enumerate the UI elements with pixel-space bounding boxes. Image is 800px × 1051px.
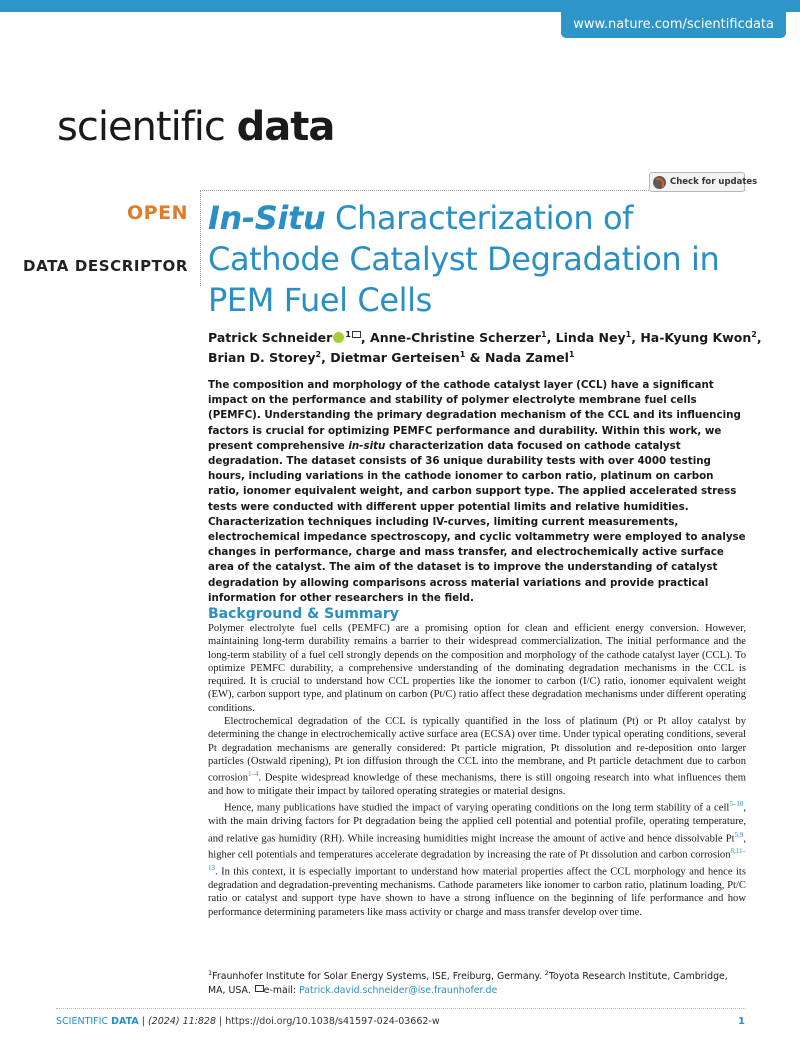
citation-ref[interactable]: 5–10 xyxy=(729,800,744,809)
mail-icon xyxy=(255,985,264,992)
footer-journal-bold: DATA xyxy=(111,1016,139,1027)
orcid-icon[interactable] xyxy=(333,332,344,343)
check-for-updates-label: Check for updates xyxy=(670,177,758,187)
paragraph-text: . In this context, it is especially important to understand how material properties affect the CCL morphology and hence its degradation and degradation-preventing mechanisms. Cathode parameters like ionomer to carbon ratio, platinum loading, Pt/C ratio or catalyst and support type have shown to have a strong influence on the beginning of life performance and how performance determining parameters like mass activity or charge and mass transfer develop over time. xyxy=(208,866,746,918)
paragraph-text: Electrochemical degradation of the CCL is typically quantified in the loss of platinum (Pt) or Pt alloy catalyst by determining the change in electrochemically active surface area (ECSA) over time. Under typical operating conditions, several Pt degradation mechanisms are generally considered: Pt particle migration, Pt dissolution and re-deposition onto larger particles (Ostwald ripening), Pt ion diffusion through the CCL into the membrane, and Pt particle detachment due to carbon corrosion xyxy=(208,716,746,784)
abstract-part1: The composition and morphology of the cathode catalyst layer (CCL) have a significant impact on the performance and stability of polymer electrolyte membrane fuel cells (PEMFC). Understanding the primary degradation mechanism of the CCL and its influencing factors is crucial for optimizing PEMFC performance and durability. Within this work, we present comprehensive xyxy=(208,379,741,452)
author-name[interactable]: Brian D. Storey xyxy=(208,350,316,365)
affiliation-text: Toyota Research Institute, Cambridge, MA, USA. xyxy=(208,971,728,997)
footer-rule xyxy=(56,1008,746,1009)
footer-journal-light: SCIENTIFIC xyxy=(56,1016,112,1027)
abstract xyxy=(208,378,748,606)
author-name[interactable]: Ha-Kyung Kwon xyxy=(640,330,752,345)
paragraph-text: . Despite widespread knowledge of these mechanisms, there is still ongoing research into what influences them and how to mitigate their impact by tailored operating strategies or material designs. xyxy=(208,772,746,798)
footer-journal-name xyxy=(56,1016,139,1027)
top-bar xyxy=(0,0,800,12)
article-title xyxy=(208,198,768,321)
check-for-updates-button[interactable] xyxy=(649,172,758,192)
body-text xyxy=(208,622,746,919)
journal-logo[interactable] xyxy=(57,104,334,150)
affiliation-text: Fraunhofer Institute for Solar Energy Systems, ISE, Freiburg, Germany. xyxy=(212,971,545,983)
paragraph-text: , higher cell potentials and temperatures accelerate degradation by increasing the rate of Pt dissolution and carbon corrosion xyxy=(208,833,746,861)
title-rest: Characterization of Cathode Catalyst Degradation in PEM Fuel Cells xyxy=(208,199,720,319)
footer-citation: (2024) 11:828 xyxy=(147,1016,216,1027)
affiliation-number: 2 xyxy=(544,969,549,977)
mail-icon xyxy=(352,331,361,338)
page-number: 1 xyxy=(738,1016,745,1027)
author-affiliation: 2 xyxy=(315,349,322,359)
email-label: e-mail: xyxy=(263,985,300,997)
citation-ref[interactable]: 5,9 xyxy=(734,830,744,839)
logo-light-text: scientific xyxy=(57,104,237,150)
author-affiliation: 2 xyxy=(751,329,757,339)
citation-ref[interactable]: 1–4 xyxy=(248,770,259,779)
vertical-rule xyxy=(200,190,201,286)
paragraph xyxy=(208,715,746,798)
author-name[interactable]: Nada Zamel xyxy=(484,350,569,365)
paragraph-text: , with the main driving factors for Pt degradation being the applied cell potential and potential profile, operating temperature, and relative gas humidity (RH). While increasing humidities might increase the amount of active and hence dissolvable Pt xyxy=(208,802,746,845)
citation-ref[interactable]: 8,11–13 xyxy=(208,847,746,873)
crossmark-icon xyxy=(653,176,666,189)
title-italic: In-Situ xyxy=(208,199,326,237)
abstract-part2: characterization data focused on cathode catalyst degradation. The dataset consists of 36 unique durability tests with over 4000 testing hours, including variations in the cathode ionomer to carbon ratio, platinum on carbon ratio, ionomer equivalent weight, and carbon support type. The applied accelerated stress tests were conducted with different upper potential limits and relative humidities. Characterization techniques including IV-curves, limiting current measurements, electrochemical impedance spectroscopy, and cyclic voltammetry were employed to analyse changes in performance, charge and mass transfer, and electrochemically active surface area of the catalyst. The aim of the dataset is to improve the understanding of catalyst degradation by allowing comparisons across material variations and provide practical information for other researchers in the field. xyxy=(208,439,746,604)
paragraph-text: Hence, many publications have studied the impact of varying operating conditions on the long term stability of a cell xyxy=(224,802,730,814)
footer-separator: | xyxy=(138,1016,148,1027)
author-name[interactable]: Patrick Schneider xyxy=(208,330,333,345)
affiliations-footnote xyxy=(208,966,748,998)
author-name[interactable]: Anne-Christine Scherzer xyxy=(370,330,541,345)
email-link[interactable]: Patrick.david.schneider@ise.fraunhofer.de xyxy=(299,985,498,997)
article-type-label: DATA DESCRIPTOR xyxy=(23,257,188,275)
paragraph xyxy=(208,798,746,919)
paragraph: Polymer electrolyte fuel cells (PEMFC) are a promising option for clean and efficient energy conversion. However, maintaining long-term durability remains a barrier to their widespread commercialization. The initial performance and the long-term stability of a fuel cell strongly depends on the composition and morphology of the cathode catalyst layer (CCL). To optimize PEMFC durability, a comprehensive understanding of the dominating degradation mechanisms in the CCL is required. It is crucial to understand how CCL properties like the ionomer to carbon (I/C) ratio, ionomer equivalent weight (EW), carbon support type, and platinum on carbon (Pt/C) ratio affect these degradation mechanisms under different operating conditions. xyxy=(208,623,746,714)
open-access-label: OPEN xyxy=(127,202,188,224)
page-footer xyxy=(56,1016,440,1027)
footer-doi-link[interactable]: | https://doi.org/10.1038/s41597-024-03662-w xyxy=(216,1016,440,1027)
author-name[interactable]: Dietmar Gerteisen xyxy=(330,350,460,365)
author-list: Patrick Schneider $^1$ , Anne-Christine Scherzer$^1$, Linda Ney$^1$, Ha-Kyung Kwon$^2$, Brian D. Storey$^2$, Dietmar Gerteisen$^1$ & Nada Zamel$^1$ xyxy=(208,329,762,365)
author-affiliation: 1 xyxy=(540,329,547,339)
author-affiliation: 1 xyxy=(568,349,575,359)
author-affiliation: 1 xyxy=(459,349,466,359)
journal-url-link[interactable]: www.nature.com/scientificdata xyxy=(561,12,786,38)
author-name[interactable]: Linda Ney xyxy=(555,330,626,345)
logo-bold-text: data xyxy=(236,104,335,150)
author-affiliation: 1 xyxy=(625,329,632,339)
section-heading: Background & Summary xyxy=(208,606,399,622)
affiliation-number: 1 xyxy=(208,969,213,977)
abstract-italic: in-situ xyxy=(348,439,386,452)
author-affiliation: 1 xyxy=(345,329,351,339)
